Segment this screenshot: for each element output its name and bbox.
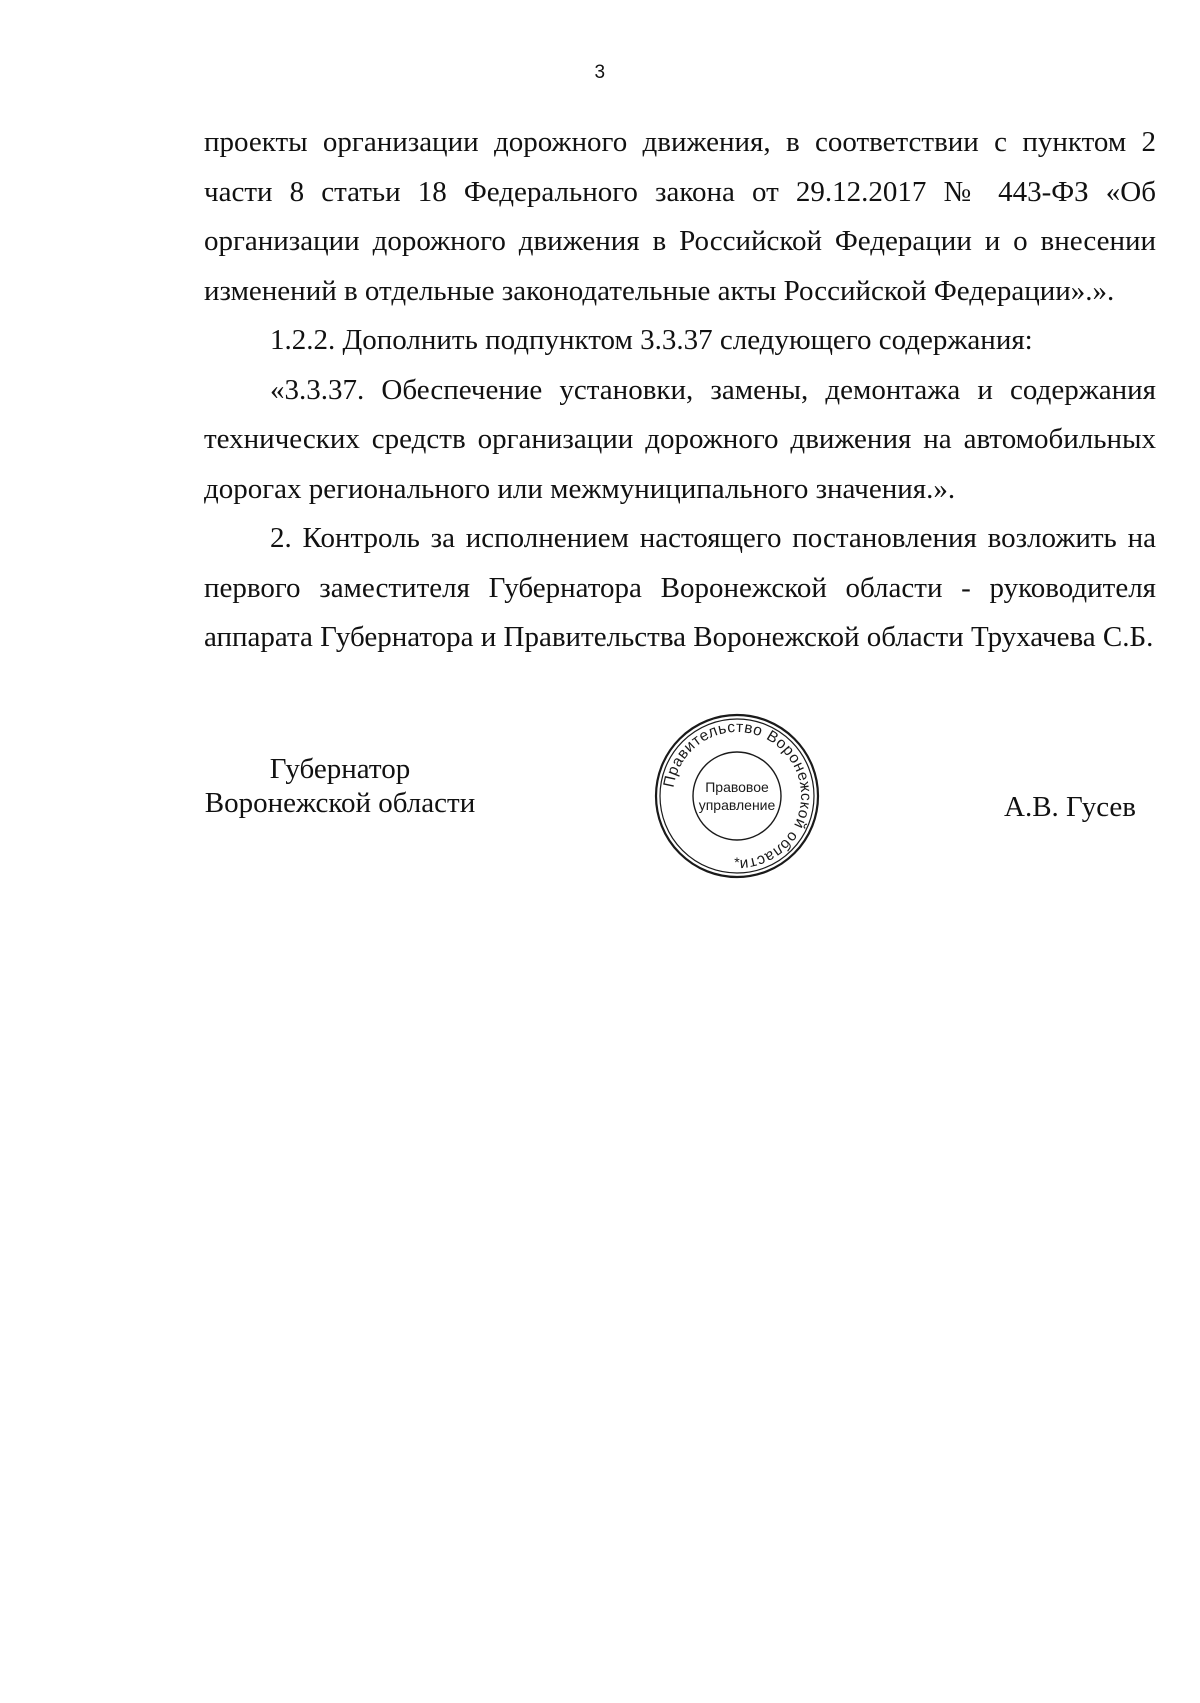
stamp-center-line2: управление <box>698 797 776 813</box>
signatory-title-line1: Губернатор <box>269 753 411 785</box>
paragraph-continuation: проекты организации дорожного движения, в соответствии с пунктом 2 части 8 статьи 18 Федерального закона от 29.12.2017 № 443-ФЗ «Об организации дорожного движения в Российской Федерации и о внесении изменений в отдельные законодательные акты Российской Федерации».». <box>204 126 1156 307</box>
stamp-ring-text: Правительство Воронежской области <box>660 718 815 874</box>
stamp-outer-ring <box>656 715 818 877</box>
paragraph-1-2-2: 1.2.2. Дополнить подпунктом 3.3.37 следующего содержания: <box>270 324 1033 356</box>
stamp-inner-ring <box>693 752 781 840</box>
signatory-title-line2: Воронежской области <box>204 787 476 819</box>
document-body <box>204 118 1156 663</box>
stamp-center-line1: Правовое <box>705 779 769 795</box>
signatory-name: А.В. Гусев <box>1004 791 1136 823</box>
official-stamp <box>653 712 821 880</box>
paragraph-control: 2. Контроль за исполнением настоящего постановления возложить на первого заместителя Губернатора Воронежской области - руководителя аппарата Губернатора и Правительства Воронежской области Трухачева С.Б. <box>204 522 1156 653</box>
stamp-star: * <box>734 854 740 870</box>
signatory-title <box>200 752 480 820</box>
paragraph-3-3-37: «3.3.37. Обеспечение установки, замены, демонтажа и содержания технических средств организации дорожного движения на автомобильных дорогах регионального или межмуниципального значения.». <box>204 373 1156 505</box>
page-number: 3 <box>594 62 606 83</box>
